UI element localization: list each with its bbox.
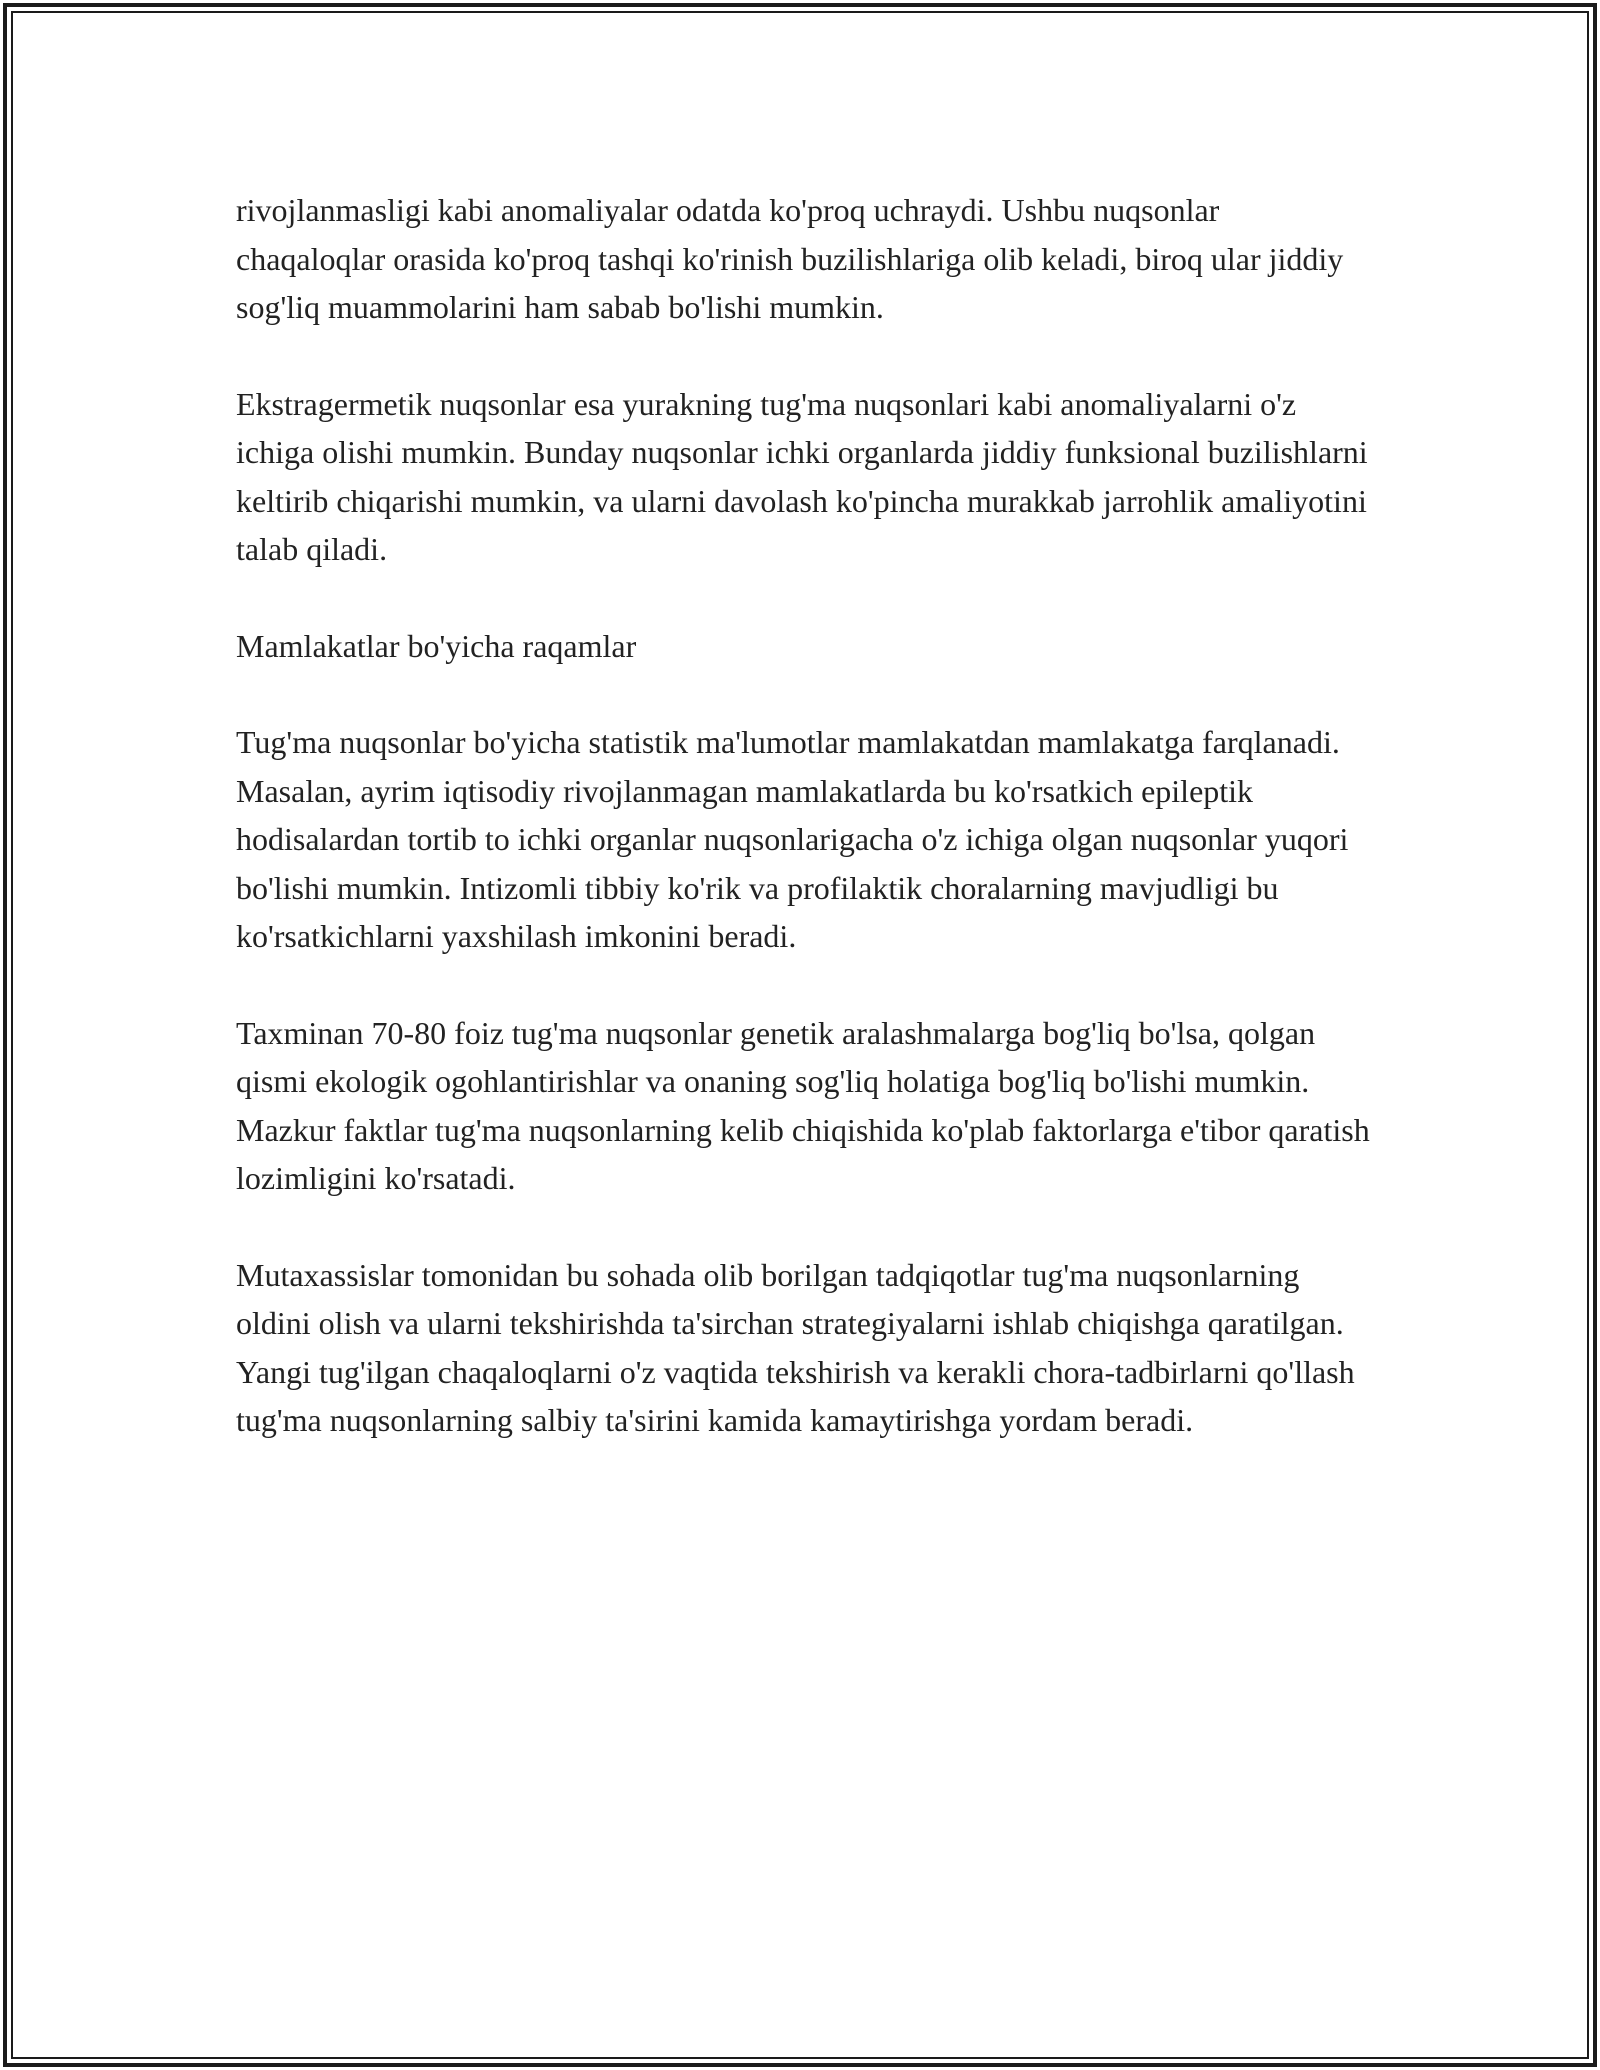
paragraph-anomalies: rivojlanmasligi kabi anomaliyalar odatda ko'proq uchraydi. Ushbu nuqsonlar chaqaloqlar orasida ko'proq tashqi ko'rinish buzilishlariga olib keladi, biroq ular jiddiy sog'liq muammolarini ham sabab bo'lishi mumkin. <box>236 192 1344 325</box>
paragraph-research: Mutaxassislar tomonidan bu sohada olib borilgan tadqiqotlar tug'ma nuqsonlarning oldini olish va ularni tekshirishda ta'sirchan strategiyalarni ishlab chiqishga qaratilgan. Yangi tug'ilgan chaqaloqlarni o'z vaqtida tekshirish va kerakli chora-tadbirlarni qo'llash tug'ma nuqsonlarning salbiy ta'sirini kamida kamaytirishga yordam beradi. <box>236 1256 1355 1438</box>
paragraph-genetic-factors: Taxminan 70-80 foiz tug'ma nuqsonlar genetik aralashmalarga bog'liq bo'lsa, qolgan qismi ekologik ogohlantirishlar va onaning sog'liq holatiga bog'liq bo'lishi mumkin. Mazkur faktlar tug'ma nuqsonlarning kelib chiqishida ko'plab faktorlarga e'tibor qaratish lozimligini ko'rsatadi. <box>236 1014 1370 1196</box>
paragraph-statistics: Tug'ma nuqsonlar bo'yicha statistik ma'lumotlar mamlakatdan mamlakatga farqlanadi. Masalan, ayrim iqtisodiy rivojlanmagan mamlakatlarda bu ko'rsatkich epileptik hodisalardan tortib to ichki organlar nuqsonlarigacha o'z ichiga olgan nuqsonlar yuqori bo'lishi mumkin. Intizomli tibbiy ko'rik va profilaktik choralarning mavjudligi bu ko'rsatkichlarni yaxshilash imkonini beradi. <box>236 724 1349 954</box>
section-heading: Mamlakatlar bo'yicha raqamlar <box>236 627 637 664</box>
paragraph-extragermetic: Ekstragermetik nuqsonlar esa yurakning tug'ma nuqsonlari kabi anomaliyalarni o'z ichiga olishi mumkin. Bunday nuqsonlar ichki organlarda jiddiy funksional buzilishlarni keltirib chiqarishi mumkin, va ularni davolash ko'pincha murakkab jarrohlik amaliyotini talab qiladi. <box>236 385 1368 567</box>
document-body <box>236 186 1376 1493</box>
